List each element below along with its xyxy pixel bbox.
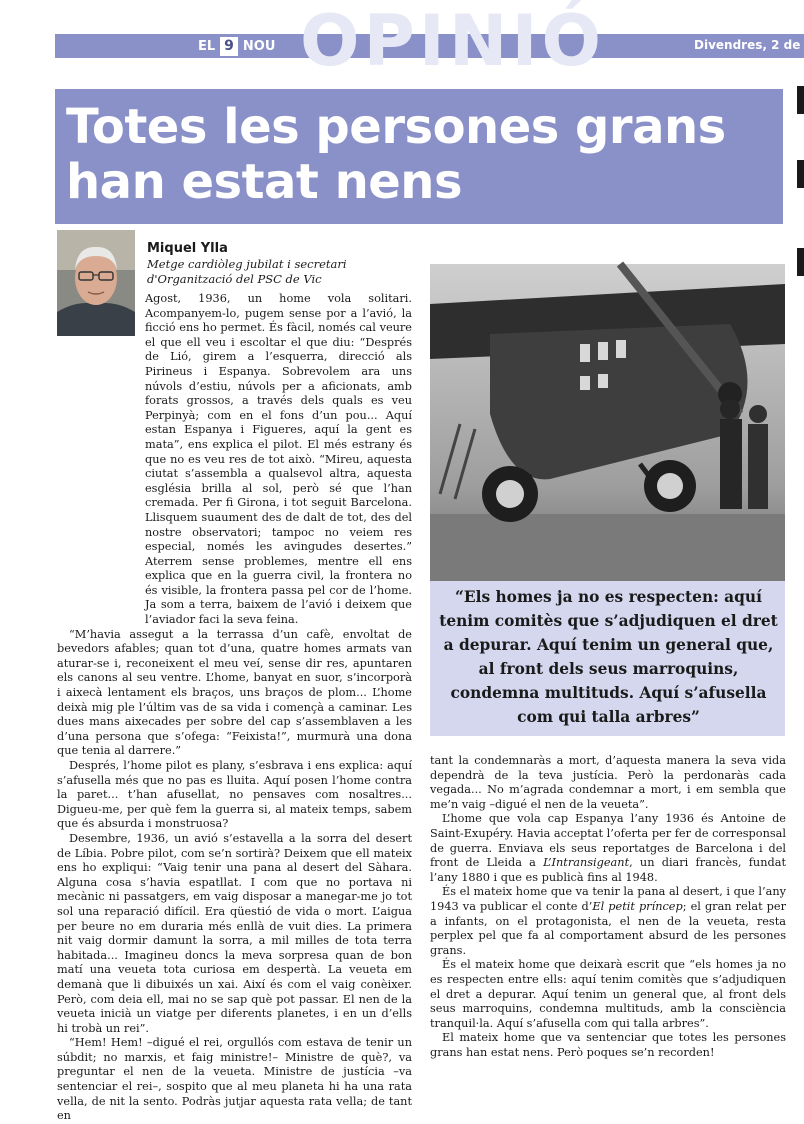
- masthead: [198, 37, 275, 56]
- author-role-line-1: Metge cardiòleg jubilat i secretari: [147, 257, 347, 271]
- pull-quote: “Els homes ja no es respecten: aquí tenim comitès que s’adjudiquen el dret a depurar. Aquí tenim un general que, al front dels seus marroquins, condemna multituds. Aquí s’afusella com qui talla arbres”: [439, 588, 778, 726]
- title-line-1: Totes les persones grans: [66, 99, 726, 155]
- paragraph: “M’havia assegut a la terrassa d’un cafè, envoltat de bevedors afables; quan tot d’una, quatre homes armats van aturar-se i, reconeixent el meu veí, sense dir res, apuntaren els canons al seu ventre. L’home, banyat en suor, s’incorporà i aixecà lentament els braços, uns braços de plom... L’home deixà mig ple l’últim vas de sa vida i començà a caminar. Les dues mans aixecades per sobre del cap s’assemblaven a les d’una persona que s’ofega: “Feixista!”, murmurà una dona que tenia al darrere.”: [57, 627, 412, 758]
- edge-fragment: [797, 160, 804, 188]
- article-column-left: [57, 292, 412, 1124]
- text-run: L’home que vola cap Espanya l’any 1936 és Antoine de Saint-Exupéry. Havia acceptat l’oferta per fer de corresponsal de guerra. Enviava els seus reportatges de Barcelona i del front de Lleida a: [430, 812, 786, 870]
- article-column-right: [430, 754, 786, 1060]
- title-line-2: han estat nens: [66, 154, 463, 210]
- masthead-right: NOU: [242, 39, 276, 54]
- author-role: [147, 257, 427, 287]
- paragraph: “Hem! Hem! –digué el rei, orgullós com estava de tenir un súbdit; no marxis, et faig ministre!– Ministre de què?, va preguntar el nen de la veueta. Ministre de justícia –va sentenciar el rei–, sospito que al meu planeta hi ha una rata vella, de nit la sento. Podràs jutjar aquesta rata vella; de tant en: [57, 1036, 412, 1123]
- paragraph: Després, l’home pilot es plany, s’esbrava i ens explica: aquí s’afusella més que no pas es lluita. Aquí posen l’home contra la paret... t’han afusellat, no pensaves com nosaltres... Digueu-me, per què fem la guerra si, al mateix temps, sabem que és absurda i monstruosa?: [57, 759, 412, 831]
- issue-date: Divendres, 2 de: [694, 38, 801, 52]
- airplane-photo: [430, 264, 785, 581]
- edge-fragment: [797, 86, 804, 114]
- edge-fragment: [797, 248, 804, 276]
- paragraph: [430, 885, 786, 958]
- masthead-left: EL: [198, 39, 216, 54]
- paragraph: El mateix home que va sentenciar que totes les persones grans han estat nens. Però poques se’n recorden!: [430, 1031, 786, 1059]
- article-title: [66, 100, 766, 210]
- section-watermark: OPINIÓ: [300, 0, 605, 82]
- text-run: És el mateix home que va tenir la pana al desert, i que l’any 1943 va publicar el conte d’: [430, 885, 786, 913]
- paragraph: [430, 812, 786, 885]
- paragraph: Agost, 1936, un home vola solitari. Acompanyem-lo, pugem sense por a l’avió, la ficció ens ho permet. És fàcil, només cal veure el que ell veu i escoltar el que diu: “Després de Lió, girem a l’esquerra, direcció als Pirineus i Espanya. Sobrevolem ara uns núvols d’estiu, núvols per a aficionats, amb forats grossos, a través dels quals es veu Perpinyà; com en el fons d’un pou... Aquí estan Espanya i Figueres, aquí la gent es mata”, ens explica el pilot. El més estrany és que no es veu res de tot això. “Mireu, aquesta ciutat s’assembla a qualsevol altra, aquesta església brilla al sol, però sé que l’han cremada. Per fi Girona, i tot seguit Barcelona. Llisquem suaument des de dalt de tot, des del nostre observatori; tampoc no veiem res especial, només les avingudes desertes.” Aterrem sense problemes, mentre ell ens explica que en la guerra civil, la frontera no és visible, la frontera passa pel cor de l’home. Ja som a terra, baixem de l’avió i deixem que l’aviador faci la seva feina.: [145, 292, 412, 627]
- author-name: Miquel Ylla: [147, 241, 228, 256]
- text-run: ; el gran relat per a infants, on el protagonista, el nen de la veueta, resta perplex pel que fa al comportament absurd de les persones grans.: [430, 899, 787, 957]
- text-run: , un diari francès, fundat l’any 1880 i que es publicà fins al 1948.: [430, 856, 786, 884]
- paragraph: Desembre, 1936, un avió s’estavella a la sorra del desert de Líbia. Pobre pilot, com se’n sortirà? Deixem que ell mateix ens ho expliqui: “Vaig tenir una pana al desert del Sàhara. Alguna cosa s’havia espatllat. I com que no portava ni mecànic ni passatgers, em vaig disposar a manegar-me jo tot sol una reparació difícil. Era qüestió de vida o mort. L’aigua per beure no em duraria més enllà de vuit dies. La primera nit vaig dormir damunt la sorra, a mil milles de tota terra habitada... Imagineu doncs la meva sorpresa quan de bon matí una veueta tota curiosa em despertà. La veueta em demanà que li dibuixés un xai. Així és com el vaig conèixer. Però, com deia ell, mai no se sap què pot passar. El nen de la veueta inicià un viatge per diferents planetes, i en un d’ells hi trobà un rei”.: [57, 831, 412, 1035]
- newspaper-title: L’Intransigeant: [543, 856, 630, 870]
- book-title: El petit príncep: [592, 899, 683, 913]
- author-role-line-2: d'Organització del PSC de Vic: [147, 272, 322, 286]
- masthead-number: 9: [220, 37, 238, 56]
- paragraph: És el mateix home que deixarà escrit que “els homes ja no es respecten entre ells: aquí tenim comitès que s’adjudiquen el dret a depurar. Aquí tenim un general que, al front dels seus marroquins, condemna multituds, amb la consciència tranquil·la. Aquí s’afusella com qui talla arbres”.: [430, 958, 786, 1030]
- paragraph: tant la condemnaràs a mort, d’aquesta manera la seva vida dependrà de la teva justícia. Però la perdonaràs cada vegada... No m’agrada condemnar a mort, i em sembla que me’n vaig –digué el nen de la veueta”.: [430, 754, 786, 811]
